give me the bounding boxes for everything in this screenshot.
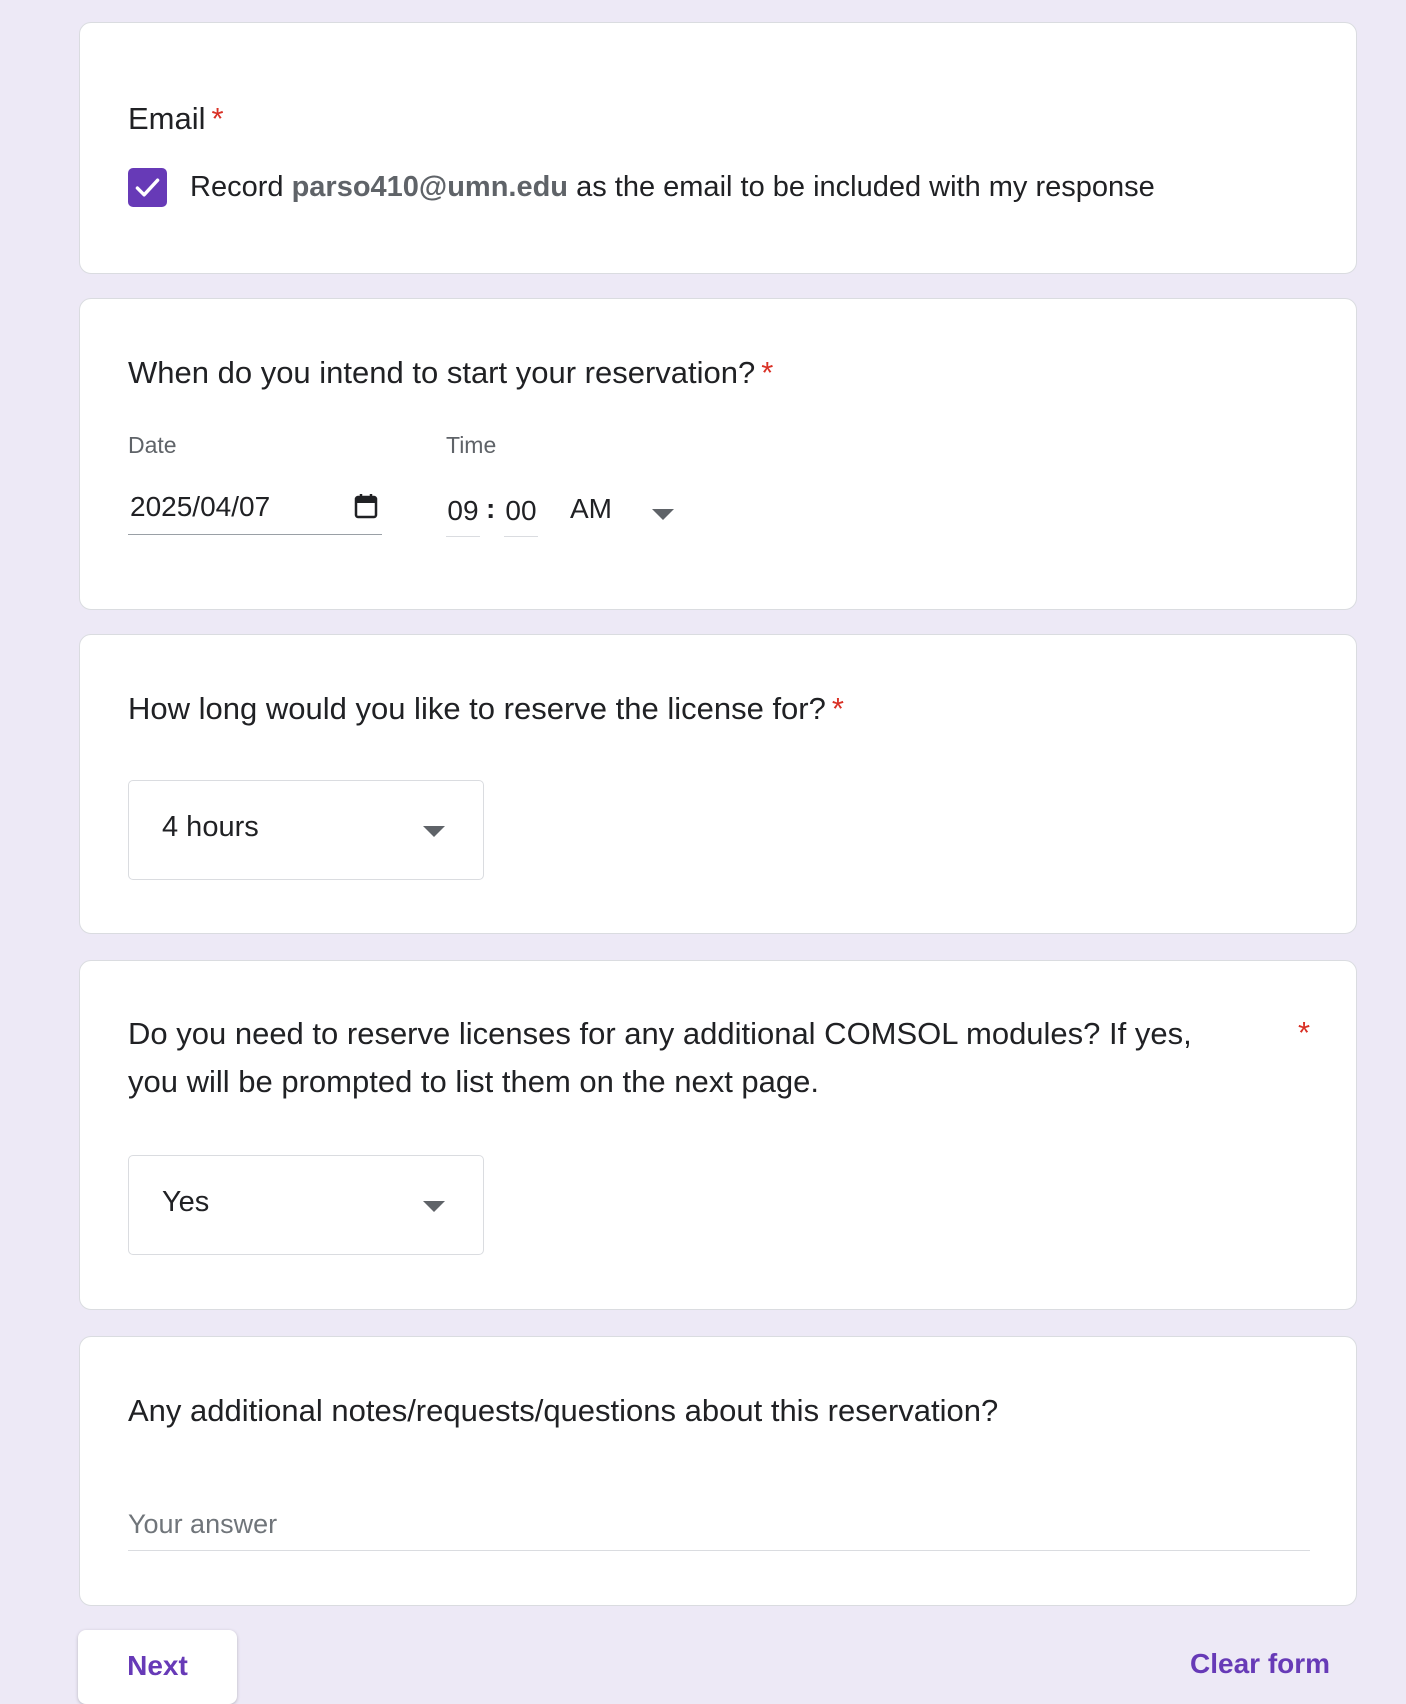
notes-placeholder: Your answer [128, 1509, 278, 1539]
duration-selected-value: 4 hours [162, 811, 259, 843]
minute-value: 00 [505, 495, 537, 526]
hour-input[interactable] [446, 487, 480, 537]
record-suffix-text: as the email to be included with my response [576, 171, 1155, 203]
required-asterisk: * [761, 355, 774, 390]
required-asterisk: * [211, 101, 224, 136]
record-email-checkbox[interactable] [128, 168, 167, 207]
hour-value: 09 [447, 495, 479, 526]
record-email-label[interactable] [190, 165, 1155, 209]
modules-card [79, 960, 1357, 1310]
modules-selected-value: Yes [162, 1186, 210, 1218]
required-asterisk: * [1298, 1015, 1311, 1050]
time-separator: : [486, 493, 496, 524]
date-input[interactable] [128, 485, 382, 535]
date-label: Date [128, 432, 177, 458]
duration-card [79, 634, 1357, 934]
modules-question-title [128, 1010, 1228, 1106]
duration-dropdown[interactable] [128, 780, 484, 880]
ampm-dropdown-arrow-icon[interactable] [652, 509, 674, 520]
notes-title-text: Any additional notes/requests/questions about this reservation? [128, 1393, 999, 1428]
duration-title-text: How long would you like to reserve the license for? [128, 691, 826, 726]
chevron-down-icon [423, 1201, 445, 1212]
notes-card [79, 1336, 1357, 1606]
required-asterisk: * [831, 691, 844, 726]
minute-input[interactable] [504, 487, 538, 537]
chevron-down-icon [423, 826, 445, 837]
calendar-icon[interactable] [354, 493, 378, 519]
time-label: Time [446, 432, 497, 458]
modules-dropdown[interactable] [128, 1155, 484, 1255]
duration-question-title [128, 685, 844, 733]
clear-form-button[interactable]: Clear form [1190, 1648, 1331, 1679]
record-email-address: parso410@umn.edu [291, 171, 569, 203]
start-question-title [128, 349, 773, 397]
email-title-text: Email [128, 101, 206, 136]
start-title-text: When do you intend to start your reservation? [128, 355, 756, 390]
modules-title-text: Do you need to reserve licenses for any additional COMSOL modules? If yes, you will be prompted to list them on the next page. [128, 1016, 1192, 1099]
date-value: 2025/04/07 [130, 491, 271, 522]
ampm-select[interactable] [570, 493, 612, 525]
email-question-title [128, 95, 224, 143]
next-button[interactable]: Next [78, 1630, 237, 1704]
ampm-value: AM [570, 493, 612, 524]
notes-question-title [128, 1387, 998, 1435]
checkmark-icon [134, 174, 161, 201]
start-time-card [79, 298, 1357, 610]
record-prefix-text: Record [190, 171, 284, 203]
email-card [79, 22, 1357, 274]
notes-answer-input[interactable] [128, 1497, 1310, 1551]
